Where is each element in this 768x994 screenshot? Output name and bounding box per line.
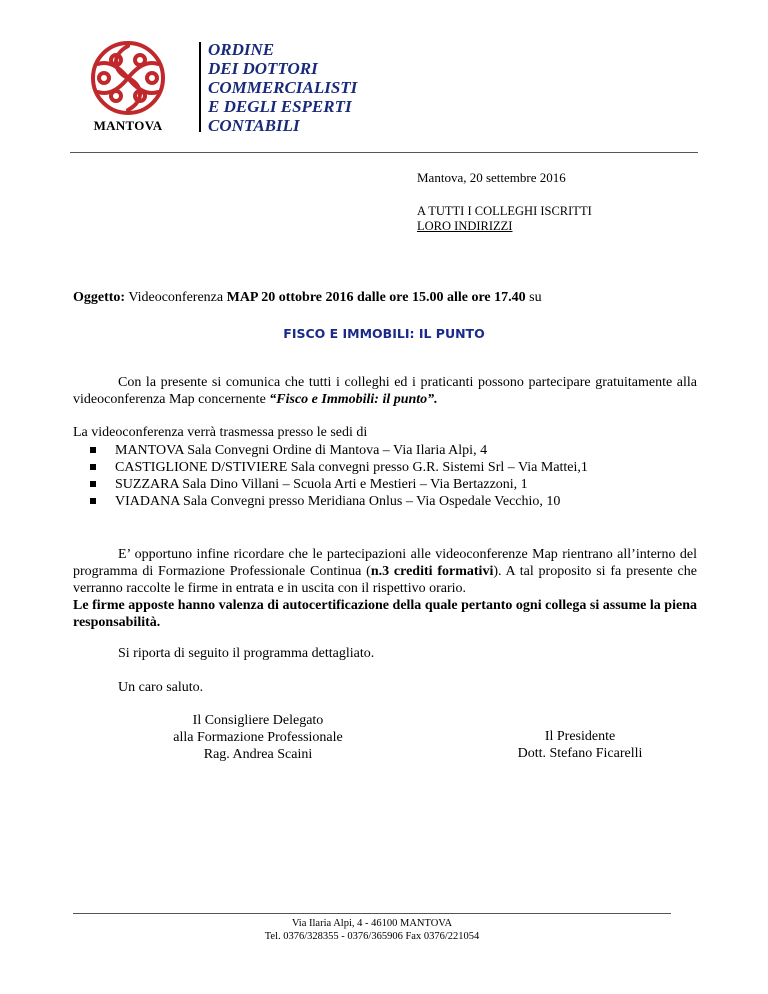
greeting: Un caro saluto. [118,680,204,695]
list-item: SUZZARA Sala Dino Villani – Scuola Arti e Mestieri – Via Bertazzoni, 1 [88,476,588,493]
signature-line: Rag. Andrea Scaini [203,747,313,762]
letter-date: Mantova, 20 settembre 2016 [417,170,566,185]
paragraph-intro [73,374,697,408]
footer-rule [73,913,671,914]
recipients-line: A TUTTI I COLLEGHI ISCRITTI [417,204,592,218]
org-line: E DEGLI ESPERTI [208,97,352,116]
sedi-list [88,442,588,510]
subject-line [73,290,542,306]
list-item: MANTOVA Sala Convegni Ordine di Mantova – Via Ilaria Alpi, 4 [88,442,588,459]
list-item: VIADANA Sala Convegni presso Meridiana Onlus – Via Ospedale Vecchio, 10 [88,493,588,510]
signature-left [153,712,363,763]
list-item: CASTIGLIONE D/STIVIERE Sala convegni presso G.R. Sistemi Srl – Via Mattei,1 [88,459,588,476]
credits-text-1: E’ opportuno infine ricordare che le partecipazioni alle videoconferenze Map rientrano all’interno del programma di Formazione Professionale Continua ( [73,547,697,579]
paragraph-intro-text: Con la presente si comunica che tutti i colleghi ed i praticanti possono partecipare gratuitamente alla videoconferenza Map concernente [73,375,697,407]
signature-line: alla Formazione Professionale [173,730,343,745]
signature-line: Dott. Stefano Ficarelli [517,746,643,761]
subject-event: MAP 20 ottobre 2016 dalle ore 15.00 alle ore 17.40 [226,290,526,305]
topic-title: FISCO E IMMOBILI: IL PUNTO [283,326,485,341]
subject-label: Oggetto: [73,290,126,305]
program-note: Si riporta di seguito il programma dettagliato. [118,646,375,661]
signature-right [470,728,690,762]
credits-disclaimer: Le firme apposte hanno valenza di autocertificazione della quale pertanto ogni collega si assume la piena responsabilità. [73,598,697,630]
credits-text-2: ). A tal proposito si fa presente che verranno raccolte le firme in entrata e in uscita con il rispettivo orario. [73,564,697,596]
organization-name [208,40,357,135]
recipients-line-underlined: LORO INDIRIZZI [417,219,513,233]
credits-bold: n.3 crediti formativi [370,564,494,579]
footer-address: Via Ilaria Alpi, 4 - 46100 MANTOVA [291,918,453,929]
header-divider [199,42,201,132]
signature-line: Il Consigliere Delegato [192,713,324,728]
org-line: DEI DOTTORI [208,59,318,78]
org-line: ORDINE [208,40,275,59]
org-line: CONTABILI [208,116,300,135]
subject-tail: su [525,290,542,305]
logo-city: MANTOVA [93,118,163,133]
subject-text: Videoconferenza [125,290,227,305]
paragraph-intro-title: “Fisco e Immobili: il punto”. [269,392,438,407]
logo [80,38,176,136]
recipients [417,204,592,234]
footer [73,917,671,943]
paragraph-credits [73,546,697,631]
order-emblem-icon [80,38,176,116]
header-rule [70,152,698,153]
footer-contacts: Tel. 0376/328355 - 0376/365906 Fax 0376/221054 [264,931,480,942]
sedi-intro: La videoconferenza verrà trasmessa presso le sedi di [73,425,368,440]
signature-line: Il Presidente [544,729,616,744]
org-line: COMMERCIALISTI [208,78,358,97]
